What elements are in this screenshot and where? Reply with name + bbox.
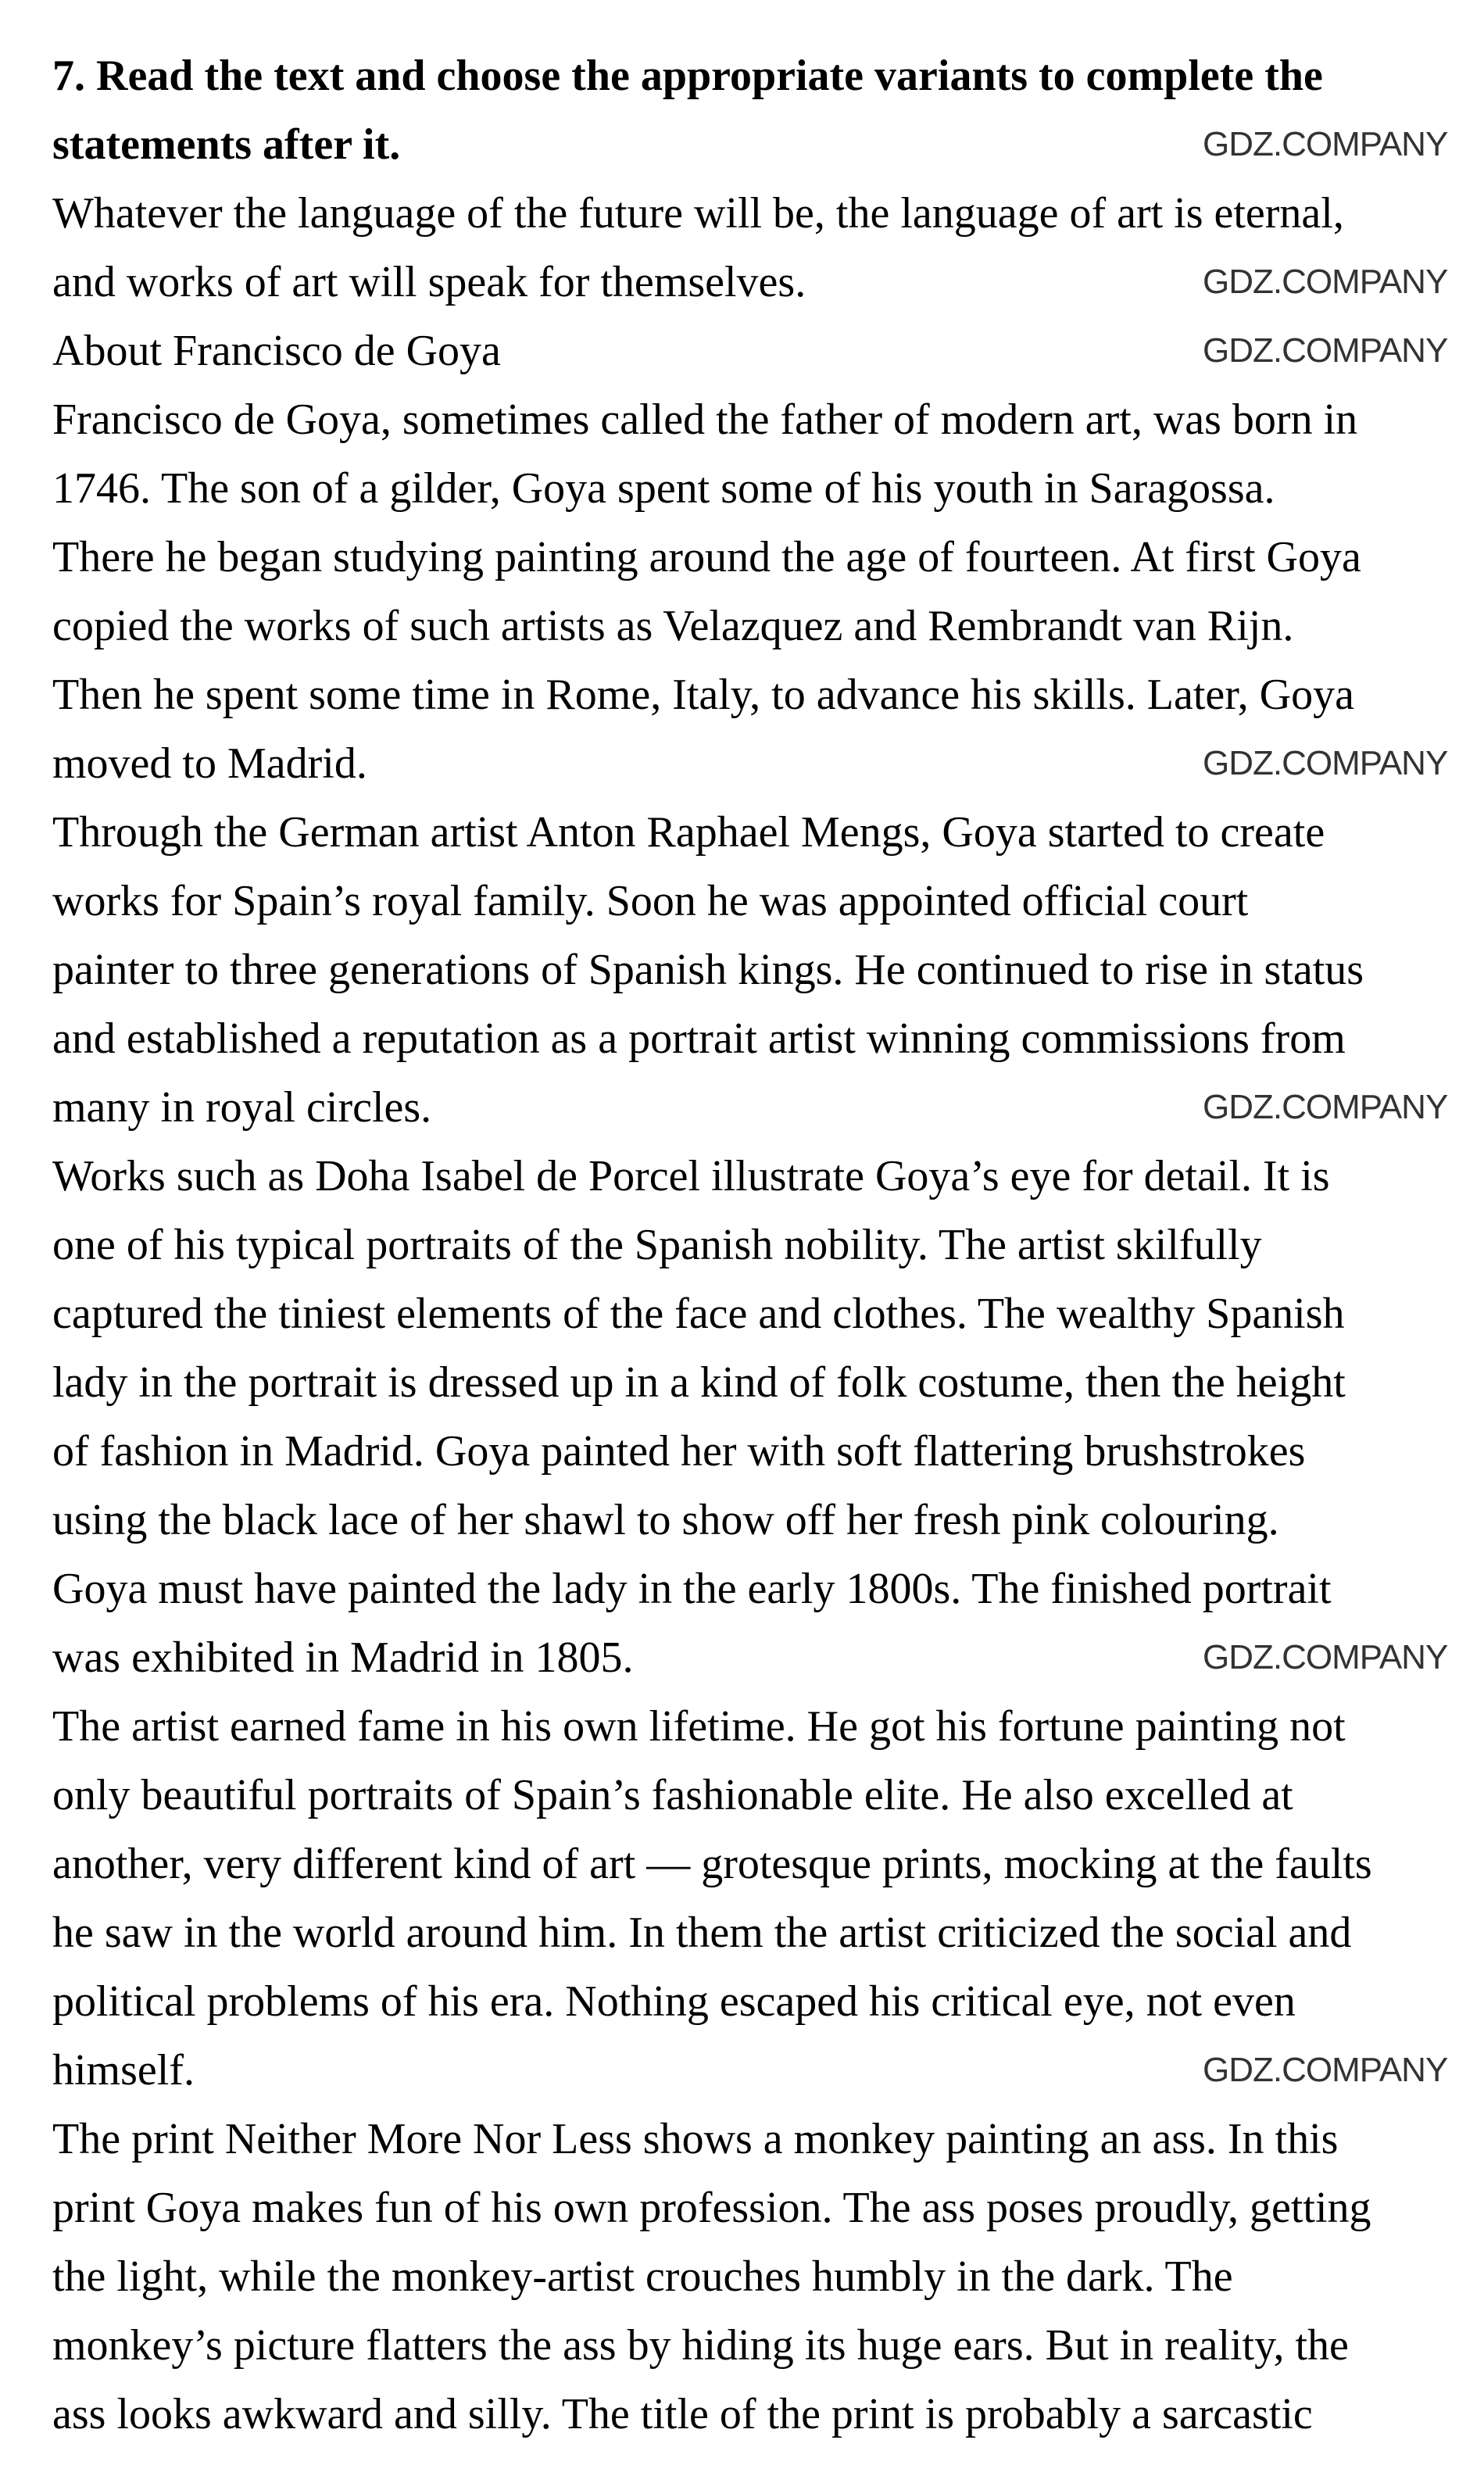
text-line: moved to Madrid. (52, 739, 367, 788)
text-line: Works such as Doha Isabel de Porcel illustrate Goya’s eye for detail. It is (52, 1152, 1330, 1200)
text-line: ass looks awkward and silly. The title of the print is probably a sarcastic (52, 2390, 1313, 2438)
watermark: GDZ.COMPANY (1203, 263, 1448, 301)
text-line: one of his typical portraits of the Spanish nobility. The artist skilfully (52, 1221, 1262, 1269)
text-line: Then he spent some time in Rome, Italy, to advance his skills. Later, Goya (52, 671, 1354, 719)
text-line: himself. (52, 2046, 195, 2095)
watermark: GDZ.COMPANY (1203, 744, 1448, 782)
text-line: There he began studying painting around the age of fourteen. At first Goya (52, 533, 1361, 581)
task-title-line: statements after it. (52, 120, 401, 169)
text-line: and works of art will speak for themselves. (52, 258, 806, 306)
text-line: was exhibited in Madrid in 1805. (52, 1633, 634, 1682)
text-line: and established a reputation as a portrait artist winning commissions from (52, 1014, 1346, 1063)
text-line: another, very different kind of art — grotesque prints, mocking at the faults (52, 1840, 1372, 1888)
text-line: Through the German artist Anton Raphael Mengs, Goya started to create (52, 808, 1325, 857)
text-line: works for Spain’s royal family. Soon he was appointed official court (52, 877, 1249, 925)
text-line: lady in the portrait is dressed up in a kind of folk costume, then the height (52, 1358, 1346, 1407)
text-line: Goya must have painted the lady in the early 1800s. The finished portrait (52, 1565, 1332, 1613)
text-line: Francisco de Goya, sometimes called the father of modern art, was born in (52, 395, 1358, 444)
text-line: painter to three generations of Spanish kings. He continued to rise in status (52, 946, 1364, 994)
text-line: Whatever the language of the future will be, the language of art is eternal, (52, 189, 1344, 238)
text-line: only beautiful portraits of Spain’s fashionable elite. He also excelled at (52, 1771, 1293, 1819)
text-line: captured the tiniest elements of the face and clothes. The wealthy Spanish (52, 1290, 1345, 1338)
text-line: 1746. The son of a gilder, Goya spent some of his youth in Saragossa. (52, 464, 1275, 513)
watermark: GDZ.COMPANY (1203, 2051, 1448, 2089)
task-title-line: 7. Read the text and choose the appropriate variants to complete the (52, 52, 1323, 100)
text-line: About Francisco de Goya (52, 327, 501, 375)
text-line: the light, while the monkey-artist crouches humbly in the dark. The (52, 2252, 1233, 2301)
watermark: GDZ.COMPANY (1203, 1638, 1448, 1676)
text-line: he saw in the world around him. In them the artist criticized the social and (52, 1909, 1352, 1957)
text-line: copied the works of such artists as Velazquez and Rembrandt van Rijn. (52, 602, 1294, 650)
text-line: The artist earned fame in his own lifetime. He got his fortune painting not (52, 1702, 1346, 1751)
watermark: GDZ.COMPANY (1203, 125, 1448, 163)
text-line: of fashion in Madrid. Goya painted her with soft flattering brushstrokes (52, 1427, 1306, 1476)
text-line: The print Neither More Nor Less shows a monkey painting an ass. In this (52, 2115, 1339, 2163)
text-line: print Goya makes fun of his own profession. The ass poses proudly, getting (52, 2184, 1371, 2232)
text-line: political problems of his era. Nothing escaped his critical eye, not even (52, 1977, 1296, 2026)
text-line: many in royal circles. (52, 1083, 432, 1132)
watermark: GDZ.COMPANY (1203, 331, 1448, 370)
text-line: monkey’s picture flatters the ass by hiding its huge ears. But in reality, the (52, 2321, 1349, 2370)
watermark: GDZ.COMPANY (1203, 1088, 1448, 1126)
text-line: using the black lace of her shawl to show off her fresh pink colouring. (52, 1496, 1279, 1544)
